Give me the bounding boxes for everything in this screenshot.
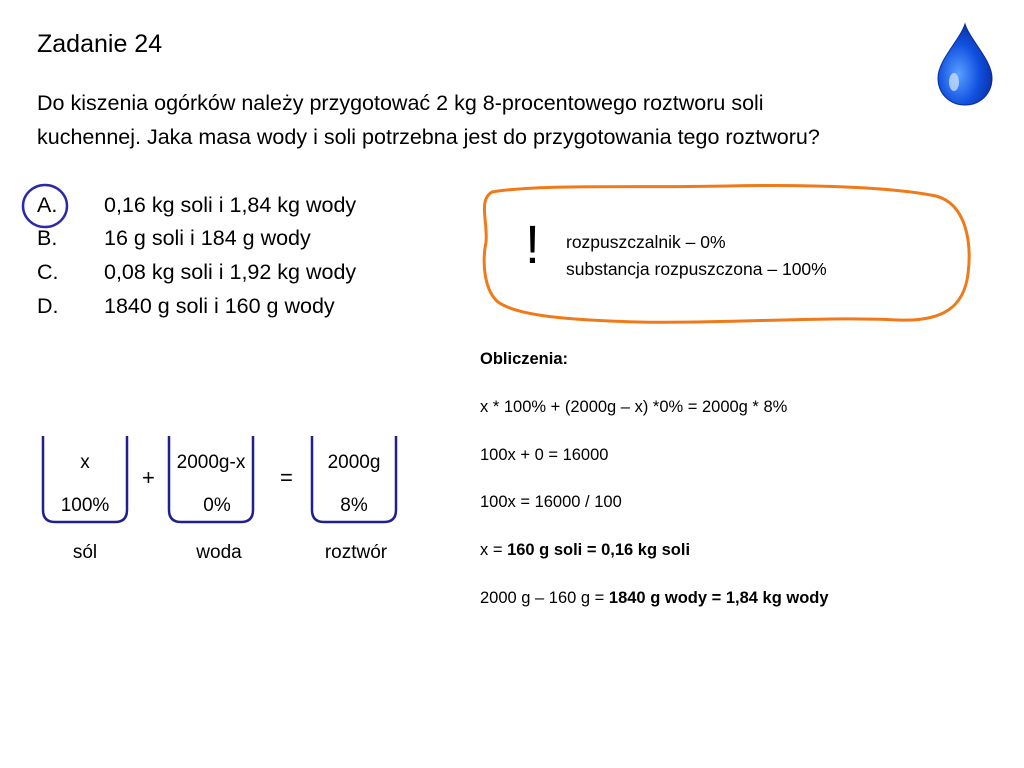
salt-bottom-value: 100% xyxy=(60,495,110,516)
calculation-line-2: 100x + 0 = 16000 xyxy=(480,446,609,464)
answer-text: 1840 g soli i 160 g wody xyxy=(104,294,335,318)
answer-text: 0,08 kg soli i 1,92 kg wody xyxy=(104,260,357,284)
exclamation-mark: ! xyxy=(525,215,541,275)
page-title: Zadanie 24 xyxy=(37,30,163,58)
calculations-header: Obliczenia: xyxy=(480,350,569,368)
answer-letter: C. xyxy=(37,260,59,284)
solution-top-value: 2000g xyxy=(327,452,381,473)
calculation-line-5 xyxy=(480,589,829,608)
salt-label: sól xyxy=(72,542,98,563)
plus-sign: + xyxy=(142,465,155,490)
answer-text: 0,16 kg soli i 1,84 kg wody xyxy=(104,193,357,217)
answer-letter: D. xyxy=(37,294,59,318)
note-bubble xyxy=(478,182,974,328)
water-drop-icon xyxy=(934,22,996,108)
question-line-1: Do kiszenia ogórków należy przygotować 2 kg 8-procentowego roztworu soli xyxy=(37,91,764,115)
answer-letter: B. xyxy=(37,226,58,250)
answer-text: 16 g soli i 184 g wody xyxy=(104,226,311,250)
solution-label: roztwór xyxy=(324,542,388,563)
solution-bottom-value: 8% xyxy=(340,495,368,516)
note-line-1: rozpuszczalnik – 0% xyxy=(566,232,726,252)
water-bottom-value: 0% xyxy=(203,495,231,516)
calculation-prefix: 2000 g – 160 g = xyxy=(480,589,609,607)
water-label: woda xyxy=(196,542,242,563)
calculation-prefix: x = xyxy=(480,541,508,559)
calculation-result: 160 g soli = 0,16 kg soli xyxy=(507,541,691,559)
water-top-value: 2000g-x xyxy=(176,452,246,473)
salt-top-value: x xyxy=(80,452,90,473)
answer-letter: A. xyxy=(37,193,58,217)
calculation-result: 1840 g wody = 1,84 kg wody xyxy=(608,589,829,607)
note-line-2: substancja rozpuszczona – 100% xyxy=(566,259,827,279)
question-line-2: kuchennej. Jaka masa wody i soli potrzebna jest do przygotowania tego roztworu? xyxy=(37,125,820,149)
equals-sign: = xyxy=(280,465,293,490)
calculation-line-4 xyxy=(480,541,690,560)
calculation-line-3: 100x = 16000 / 100 xyxy=(480,493,622,511)
calculation-line-1: x * 100% + (2000g – x) *0% = 2000g * 8% xyxy=(480,398,788,416)
